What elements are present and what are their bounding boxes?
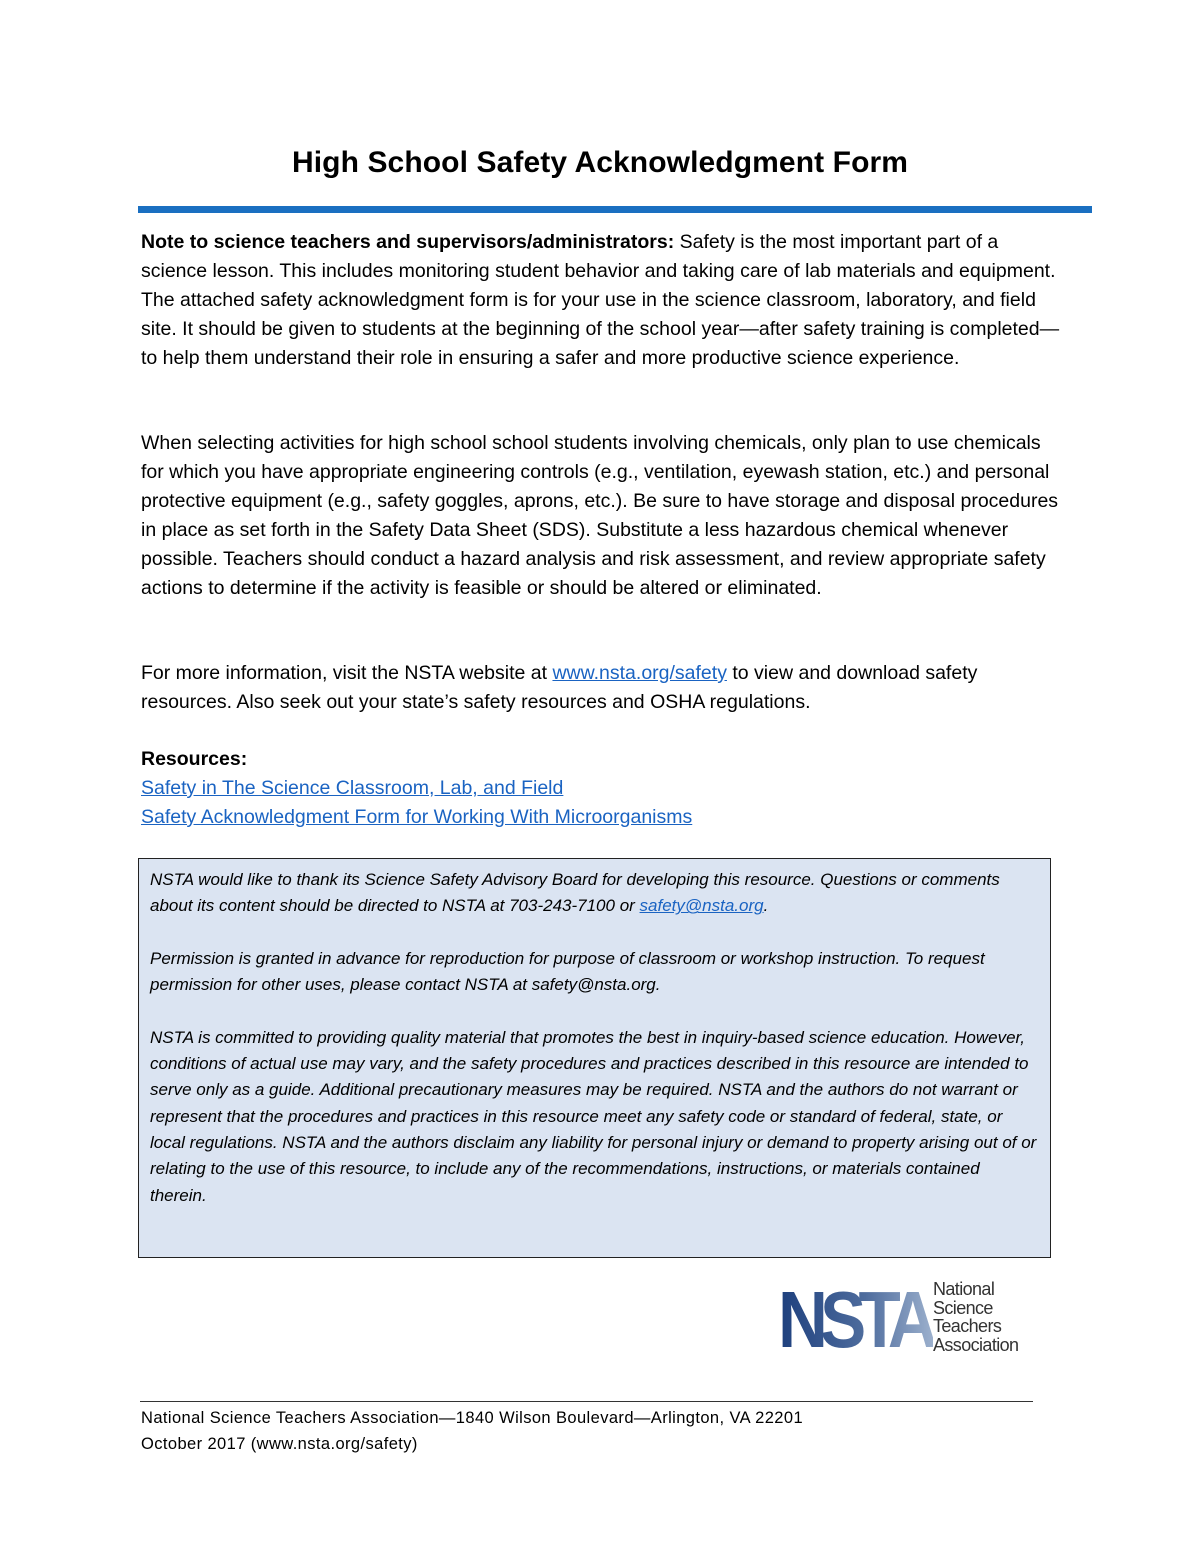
notice-thanks [150,867,1038,920]
more-info-paragraph [141,659,1066,717]
nsta-logo-mark [778,1278,933,1358]
nsta-safety-link[interactable]: www.nsta.org/safety [552,662,727,684]
page-title: High School Safety Acknowledgment Form [291,146,909,179]
footer-date: October 2017 (www.nsta.org/safety) [141,1434,418,1453]
resource-link-microorganisms-form[interactable]: Safety Acknowledgment Form for Working With Microorganisms [141,806,693,828]
logo-word-science: Science [933,1297,993,1318]
intro-lead: Note to science teachers and supervisors/administrators: [141,231,675,253]
resources-section [141,745,1066,832]
more-info-before: For more information, visit the NSTA website at [141,662,553,684]
logo-word-national: National [933,1279,995,1299]
notice-disclaimer: NSTA is committed to providing quality material that promotes the best in inquiry-based science education. However, conditions of actual use may vary, and the safety procedures and practices described in this resource are intended to serve only as a guide. Additional precautionary measures may be required. NSTA and the authors do not warrant or represent that the procedures and practices in this resource meet any safety code or standard of federal, state, or local regulations. NSTA and the authors disclaim any liability for personal injury or demand to property arising out of or relating to the use of this resource, to include any of the recommendations, instructions, or materials contained therein. [150,1027,1037,1205]
nsta-logo [778,1278,1068,1358]
footer-address: National Science Teachers Association—1840 Wilson Boulevard—Arlington, VA 22201 [141,1409,804,1427]
notice-box [138,858,1051,1258]
logo-wordmark [933,1280,1018,1354]
intro-paragraph [141,228,1066,373]
intro-text: Safety is the most important part of a science lesson. This includes monitoring student behavior and taking care of lab materials and equipment. The attached safety acknowledgment form is for your use in the science classroom, laboratory, and field site. It should be given to students at the beginning of the school year—after safety training is completed—to help them understand their role in ensuring a safer and more productive science experience. [141,231,1060,369]
safety-email-link[interactable]: safety@nsta.org [639,896,764,916]
footer-divider [140,1401,1033,1402]
title-divider [138,206,1092,213]
footer [141,1406,803,1457]
notice-permission: Permission is granted in advance for reproduction for purpose of classroom or workshop instruction. To request permission for other uses, please contact NSTA at safety@nsta.org. [150,948,985,995]
notice-thanks-end: . [763,896,769,916]
notice-thanks-text: NSTA would like to thank its Science Safety Advisory Board for developing this resource. Questions or comments about its content should be directed to NSTA at 703-243-7100 or [150,870,1000,916]
more-info-after: to view and download safety resources. Also seek out your state’s safety resources and OSHA regulations. [141,662,978,713]
chemicals-paragraph: When selecting activities for high school school students involving chemicals, only plan to use chemicals for which you have appropriate engineering controls (e.g., ventilation, eyewash station, etc.) and personal protective equipment (e.g., safety goggles, aprons, etc.). Be sure to have storage and disposal procedures in place as set forth in the Safety Data Sheet (SDS). Substitute a less hazardous chemical whenever possible. Teachers should conduct a hazard analysis and risk assessment, and review appropriate safety actions to determine if the activity is feasible or should be altered or eliminated. [141,432,1059,599]
logo-word-association: Association [933,1334,1019,1355]
logo-word-teachers: Teachers [933,1316,1002,1336]
resources-heading: Resources: [141,748,248,770]
nsta-logo-letters: NSTA [778,1278,933,1358]
resource-link-classroom-lab-field[interactable]: Safety in The Science Classroom, Lab, and Field [141,777,564,799]
